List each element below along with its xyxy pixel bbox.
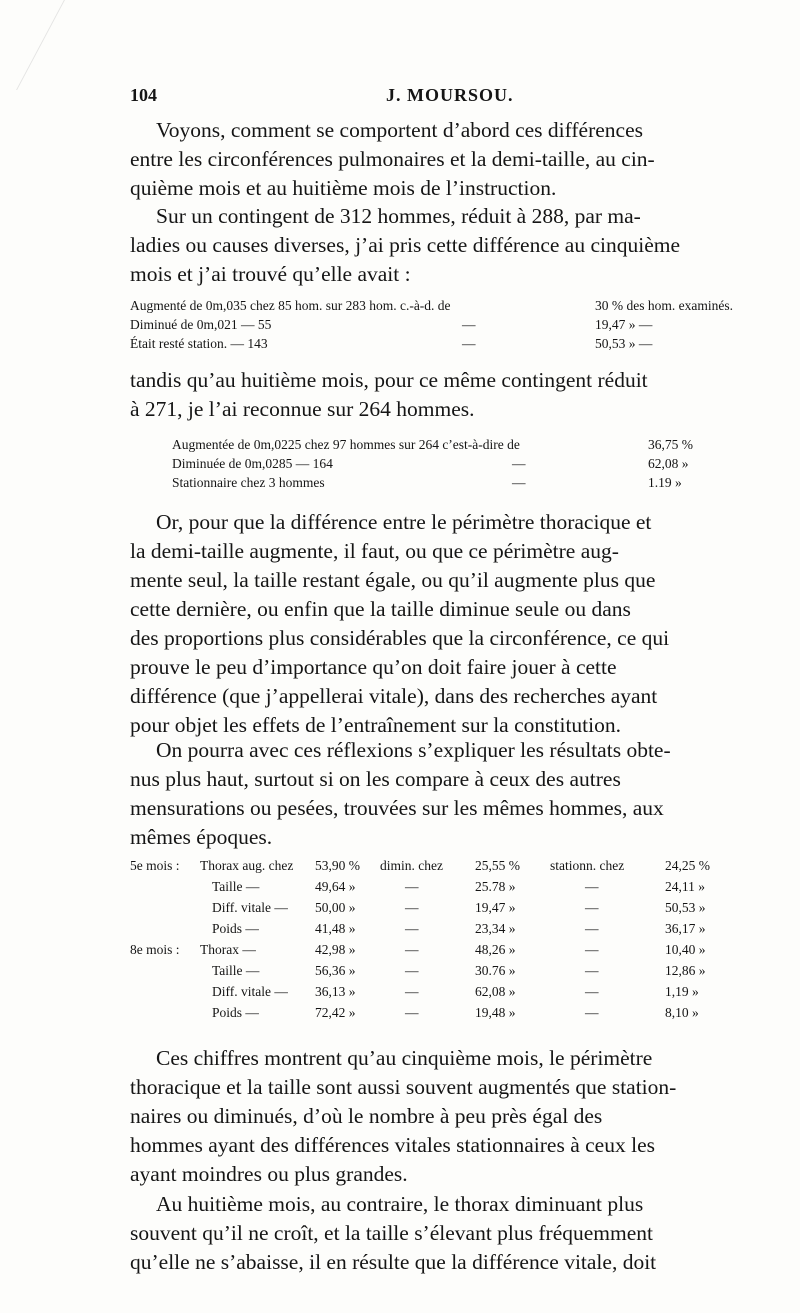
running-head [130,85,750,109]
text-line: Ces chiffres montrent qu’au cinquième mois, le périmètre [156,1046,653,1070]
page-corner-mark [16,0,145,90]
text-line: mensurations ou pesées, trouvées sur les mêmes hommes, aux [130,796,664,820]
text-line: mente seul, la taille restant égale, ou qu’il augmente plus que [130,568,656,592]
cell-d: — [585,984,599,999]
cell-e: 36,17 » [665,921,706,936]
cell-e: 10,40 » [665,942,706,957]
table-row [130,879,770,899]
text-line: prouve le peu d’importance qu’on doit faire jouer à cette [130,655,617,679]
cell-e: 1,19 » [665,984,699,999]
cell-d: — [585,1005,599,1020]
table-row [130,942,770,962]
cell-item: Poids — [212,921,259,936]
cell-e: 24,11 » [665,879,705,894]
paragraph-5 [130,736,782,852]
cell-b: — [405,963,419,978]
cell-a: 50,00 » [315,900,356,915]
cell-a: 56,36 » [315,963,356,978]
cell-e: 8,10 » [665,1005,699,1020]
stat-percent: 19,47 » — [595,317,653,332]
cell-b: — [405,984,419,999]
running-title: J. MOURSOU. [386,85,514,105]
stat-label: Diminué de 0m,021 — 55 [130,317,272,332]
text-line: mois et j’ai trouvé qu’elle avait : [130,262,411,286]
text-line: qu’elle ne s’abaisse, il en résulte que la différence vitale, doit [130,1250,657,1274]
text-line: différence (que j’appellerai vitale), dans des recherches ayant [130,684,658,708]
cell-b: — [405,879,419,894]
cell-item: Diff. vitale — [212,984,288,999]
text-line: Or, pour que la différence entre le périmètre thoracique et [156,510,652,534]
cell-b: — [405,1005,419,1020]
cell-item: Diff. vitale — [212,900,288,915]
cell-b: dimin. chez [380,858,443,873]
text-line: naires ou diminués, d’où le nombre à peu près égal des [130,1104,603,1128]
text-line: souvent qu’il ne croît, et la taille s’élevant plus fréquemment [130,1221,654,1245]
stat-percent: 50,53 » — [595,336,653,351]
cell-e: 24,25 % [665,858,710,873]
page-number: 104 [130,85,157,105]
cell-e: 50,53 » [665,900,706,915]
paragraph-4 [130,508,782,740]
cell-item: Poids — [212,1005,259,1020]
text-line: la demi-taille augmente, il faut, ou que ce périmètre aug- [130,539,619,563]
text-line: Au huitième mois, au contraire, le thorax diminuant plus [156,1192,644,1216]
cell-c: 19,47 » [475,900,516,915]
paragraph-6 [130,1044,782,1189]
cell-c: 48,26 » [475,942,516,957]
cell-a: 49,64 » [315,879,356,894]
cell-c: 19,48 » [475,1005,516,1020]
stat-percent: 62,08 » [648,456,689,471]
cell-b: — [405,942,419,957]
stat-dash: — [512,456,526,471]
table-row [130,900,770,920]
text-line: On pourra avec ces réflexions s’expliquer les résultats obte- [156,738,671,762]
text-line: à 271, je l’ai reconnue sur 264 hommes. [130,397,475,421]
stat-dash: — [512,475,526,490]
stat-label: Était resté station. — 143 [130,336,268,351]
stat-label: Augmentée de 0m,0225 chez 97 hommes sur 264 c’est-à-dire de [172,437,520,452]
text-line: mêmes époques. [130,825,273,849]
cell-b: — [405,921,419,936]
text-line: quième mois et au huitième mois de l’instruction. [130,176,557,200]
text-line: entre les circonférences pulmonaires et la demi-taille, au cin- [130,147,655,171]
table-row [130,921,770,941]
text-line: cette dernière, ou enfin que la taille diminue seule ou dans [130,597,631,621]
cell-d: — [585,900,599,915]
table-row [130,963,770,983]
cell-c: 23,34 » [475,921,516,936]
cell-item: Thorax — [200,942,256,957]
paragraph-7 [130,1190,782,1277]
cell-d: — [585,921,599,936]
text-line: pour objet les effets de l’entraînement sur la constitution. [130,713,621,737]
cell-c: 25.78 » [475,879,516,894]
stat-percent: 36,75 % [648,437,693,452]
cell-group: 8e mois : [130,942,180,957]
stat-dash: — [462,317,476,332]
cell-d: stationn. chez [550,858,625,873]
stat-label: Stationnaire chez 3 hommes [172,475,325,490]
text-line: tandis qu’au huitième mois, pour ce même contingent réduit [130,368,648,392]
cell-item: Thorax aug. chez [200,858,294,873]
paragraph-1 [130,116,782,203]
text-line: Sur un contingent de 312 hommes, réduit à 288, par ma- [156,204,641,228]
statistics-table [130,858,770,1058]
stat-percent: 1.19 » [648,475,682,490]
cell-item: Taille — [212,963,260,978]
cell-a: 41,48 » [315,921,356,936]
cell-d: — [585,963,599,978]
stat-percent: 30 % des hom. examinés. [595,298,733,313]
cell-a: 36,13 » [315,984,356,999]
text-line: ayant moindres ou plus grandes. [130,1162,408,1186]
cell-b: — [405,900,419,915]
cell-c: 25,55 % [475,858,520,873]
text-line: ladies ou causes diverses, j’ai pris cette différence au cinquième [130,233,681,257]
paragraph-2 [130,202,782,289]
table-row [130,1005,770,1025]
cell-a: 42,98 » [315,942,356,957]
cell-d: — [585,942,599,957]
cell-c: 62,08 » [475,984,516,999]
stat-dash: — [462,336,476,351]
text-line: nus plus haut, surtout si on les compare à ceux des autres [130,767,621,791]
table-row [130,984,770,1004]
cell-a: 72,42 » [315,1005,356,1020]
text-line: thoracique et la taille sont aussi souvent augmentés que station- [130,1075,677,1099]
stat-label: Diminuée de 0m,0285 — 164 [172,456,333,471]
cell-group: 5e mois : [130,858,180,873]
cell-c: 30.76 » [475,963,516,978]
cell-item: Taille — [212,879,260,894]
cell-e: 12,86 » [665,963,706,978]
cell-a: 53,90 % [315,858,360,873]
text-line: Voyons, comment se comportent d’abord ces différences [156,118,643,142]
text-line: des proportions plus considérables que la circonférence, ce qui [130,626,670,650]
stat-label: Augmenté de 0m,035 chez 85 hom. sur 283 hom. c.-à-d. de [130,298,451,313]
paragraph-3 [130,366,756,424]
cell-d: — [585,879,599,894]
text-line: hommes ayant des différences vitales stationnaires à ceux les [130,1133,655,1157]
table-row [130,858,770,878]
